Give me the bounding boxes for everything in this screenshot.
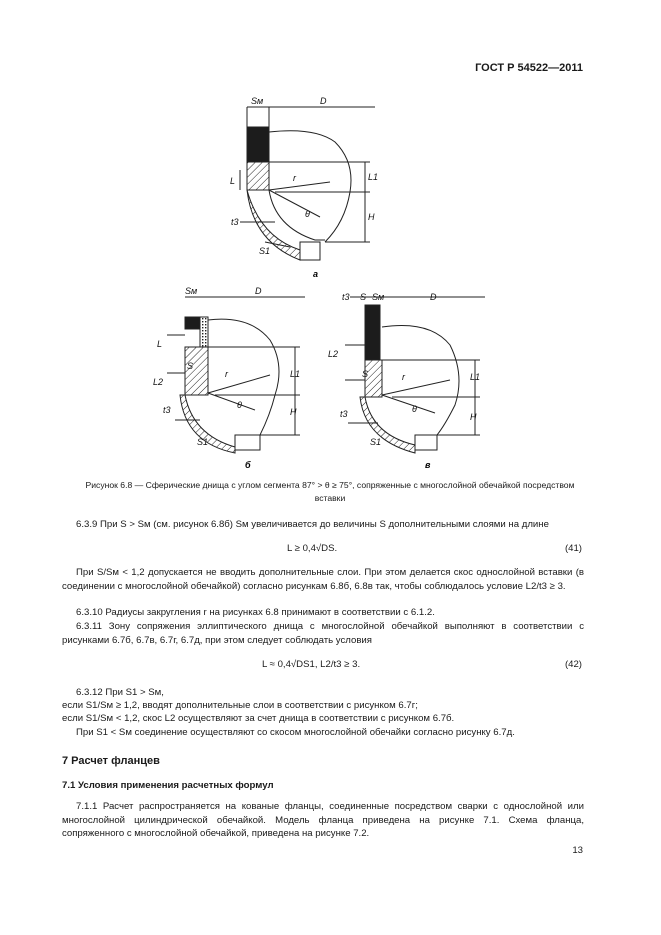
- paragraph-6-3-12: 6.3.12 При S1 > Sм,: [76, 687, 164, 698]
- document-code: ГОСТ Р 54522—2011: [475, 62, 583, 74]
- formula-41-expression: L ≥ 0,4√DS.: [287, 543, 338, 554]
- figure-v: [320, 285, 495, 470]
- label-l: L: [230, 176, 236, 186]
- figure-b: [145, 285, 315, 470]
- paragraph-6-3-12-b: если S1/Sм < 1,2, скос L2 осуществляют за счет днища в соответствии с рисунком 6.7б.: [62, 713, 455, 724]
- label-r: r: [402, 372, 405, 382]
- label-d: D: [255, 286, 262, 296]
- formula-42-expression: L ≈ 0,4√DS1, L2/t3 ≥ 3.: [262, 659, 361, 670]
- label-d: D: [320, 96, 327, 106]
- paragraph-6-3-11: 6.3.11 Зону сопряжения эллиптического днища с многослойной обечайкой выполняют в соответствии с рисунками 6.7б, 6.7в, 6.7г, 6.7д, при этом следует соблюдать условия: [62, 621, 584, 646]
- paragraph-6-3-9-cont: При S/Sм < 1,2 допускается не вводить дополнительные слои. При этом делается скос однослойной вставки (в соединении с многослойной обечайкой) согласно рисункам 6.8б, 6.8в так, чтобы соблюдалось условие L2/t3 ≥ 3.: [62, 567, 584, 592]
- label-s: S: [187, 361, 194, 371]
- formula-41: [62, 543, 584, 563]
- label-l2: L2: [153, 377, 164, 387]
- label-s: S: [362, 369, 369, 379]
- label-l2: L2: [328, 349, 339, 359]
- figure-caption: Рисунок 6.8 — Сферические днища с углом сегмента 87° > θ ≥ 75°, сопряженные с многослойной обечайкой посредством вставки: [85, 480, 575, 503]
- label-l1: L1: [290, 369, 301, 379]
- label-theta: θ: [305, 209, 310, 219]
- figure-b-caption: б: [245, 460, 251, 470]
- label-h: H: [368, 212, 375, 222]
- figure-a-caption: а: [313, 269, 319, 279]
- label-h: H: [470, 412, 477, 422]
- formula-42: [62, 659, 584, 679]
- figure-v-drawing: [320, 285, 495, 470]
- label-l1: L1: [368, 172, 379, 182]
- label-sm: Sм: [185, 286, 198, 296]
- label-h: H: [290, 407, 297, 417]
- figure-v-caption: в: [425, 460, 431, 470]
- page-number: 13: [572, 845, 583, 856]
- formula-41-number: (41): [564, 543, 582, 554]
- label-theta: θ: [237, 400, 242, 410]
- paragraph-7-1-1: 7.1.1 Расчет распространяется на кованые фланцы, соединенные посредством сварки с однослойной или многослойной цилиндрической обечайкой. Модель фланца приведена на рисунке 7.1. Схема фланца, сопряженного с многослойной обечайкой, приведена на рисунке 7.2.: [62, 801, 584, 840]
- label-t3: t3: [163, 405, 171, 415]
- label-r: r: [293, 173, 296, 183]
- paragraph-6-3-12-a: если S1/Sм ≥ 1,2, вводят дополнительные слои в соответствии с рисунком 6.7г;: [62, 700, 418, 711]
- label-t3: t3: [340, 409, 348, 419]
- label-s1: S1: [197, 437, 209, 447]
- label-sm: Sм: [372, 292, 385, 302]
- paragraph-6-3-9: 6.3.9 При S > Sм (см. рисунок 6.8б) Sм увеличивается до величины S дополнительными слоями на длине: [76, 519, 549, 530]
- label-sm: Sм: [251, 96, 264, 106]
- label-s1: S1: [370, 437, 382, 447]
- label-s1: S1: [259, 246, 271, 256]
- label-l1: L1: [470, 372, 481, 382]
- label-t3: t3: [231, 217, 239, 227]
- paragraph-6-3-10: 6.3.10 Радиусы закругления r на рисунках 6.8 принимают в соответствии с 6.1.2.: [76, 607, 435, 618]
- figure-a-drawing: [205, 92, 395, 282]
- label-t3-top: t3: [342, 292, 350, 302]
- label-theta: θ: [412, 404, 417, 414]
- figure-b-drawing: [145, 285, 315, 470]
- subsection-heading: 7.1 Условия применения расчетных формул: [62, 780, 274, 791]
- label-r: r: [225, 369, 228, 379]
- label-s-top: S: [360, 292, 367, 302]
- formula-42-number: (42): [564, 659, 582, 670]
- label-d: D: [430, 292, 437, 302]
- label-l: L: [157, 339, 163, 349]
- paragraph-6-3-12-c: При S1 < Sм соединение осуществляют со скосом многослойной обечайки согласно рисунку 6.7д.: [76, 727, 515, 738]
- section-heading: 7 Расчет фланцев: [62, 755, 160, 767]
- figure-a: [205, 92, 395, 282]
